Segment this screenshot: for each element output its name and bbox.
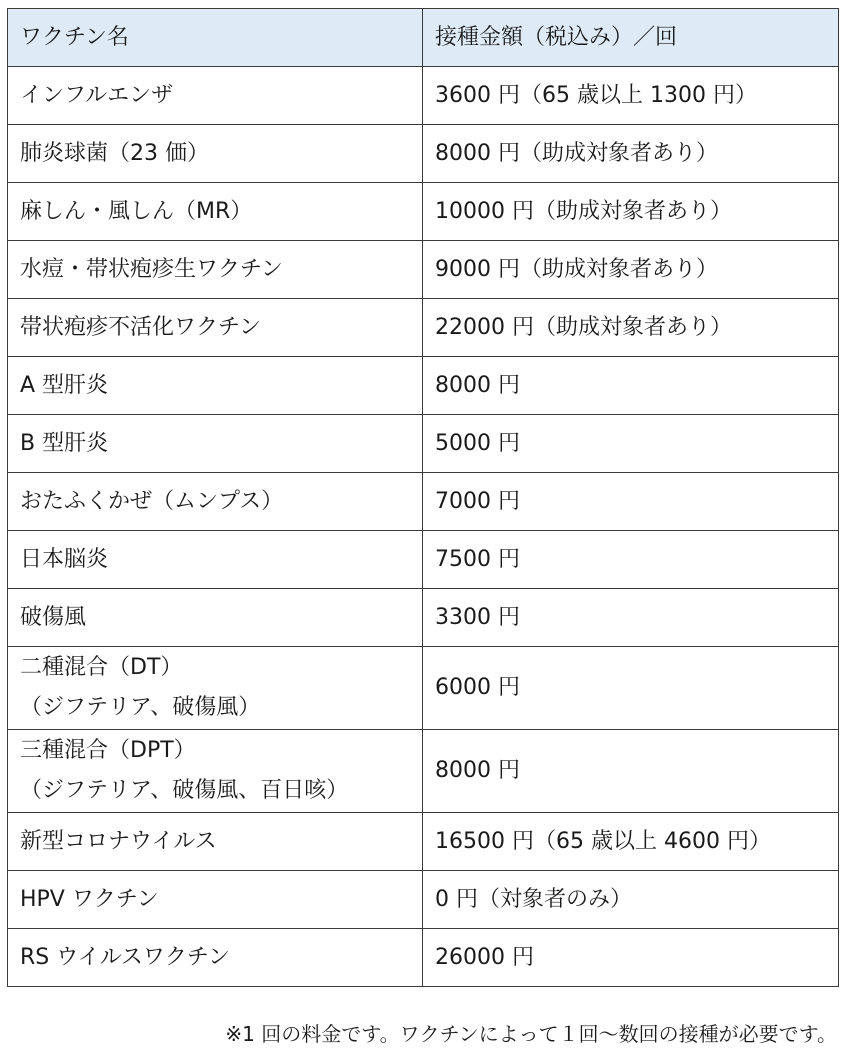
vaccine-name-line: B 型肝炎 <box>20 430 109 456</box>
vaccine-price-cell: 3600 円（65 歳以上 1300 円） <box>423 67 839 125</box>
vaccine-name-cell <box>8 183 423 241</box>
table-row <box>8 183 839 241</box>
table-body <box>8 67 839 987</box>
table-row <box>8 299 839 357</box>
vaccine-name-line: 破傷風 <box>20 604 87 630</box>
vaccine-price-cell: 7500 円 <box>423 531 839 589</box>
table-row <box>8 531 839 589</box>
table-row <box>8 415 839 473</box>
vaccine-price-cell: 8000 円（助成対象者あり） <box>423 125 839 183</box>
vaccine-name-line: インフルエンザ <box>20 82 174 108</box>
vaccine-name-cell <box>8 929 423 987</box>
vaccine-price-cell: 8000 円 <box>423 730 839 813</box>
header-price: 接種金額（税込み）／回 <box>423 9 839 67</box>
table-row <box>8 813 839 871</box>
vaccine-price-cell: 26000 円 <box>423 929 839 987</box>
table-row <box>8 473 839 531</box>
vaccine-name-line: 水痘・帯状疱疹生ワクチン <box>20 256 283 282</box>
footnote: ※1 回の料金です。ワクチンによって１回～数回の接種が必要です。 <box>225 1022 837 1046</box>
vaccine-name-line: 日本脳炎 <box>20 546 109 572</box>
header-vaccine-name: ワクチン名 <box>8 9 423 67</box>
vaccine-name-line: 肺炎球菌（23 価） <box>20 140 209 166</box>
table-row <box>8 357 839 415</box>
vaccine-name-line: RS ウイルスワクチン <box>20 944 230 970</box>
vaccine-name-line: A 型肝炎 <box>20 372 109 398</box>
vaccine-price-cell: 6000 円 <box>423 647 839 730</box>
vaccine-name-cell <box>8 473 423 531</box>
table-row <box>8 647 839 730</box>
table-header-row <box>8 9 839 67</box>
vaccine-price-table <box>7 8 839 987</box>
vaccine-name-line: （ジフテリア、破傷風） <box>20 695 261 720</box>
vaccine-name-cell <box>8 241 423 299</box>
vaccine-name-line: おたふくかぜ（ムンプス） <box>20 488 284 514</box>
vaccine-name-line: 三種混合（DPT） <box>20 738 196 763</box>
vaccine-name-cell <box>8 647 423 730</box>
vaccine-price-cell: 10000 円（助成対象者あり） <box>423 183 839 241</box>
vaccine-name-line: HPV ワクチン <box>20 886 159 912</box>
vaccine-name-line: 麻しん・風しん（MR） <box>20 198 253 224</box>
vaccine-name-cell <box>8 871 423 929</box>
vaccine-name-line: 帯状疱疹不活化ワクチン <box>20 314 261 340</box>
vaccine-price-cell: 3300 円 <box>423 589 839 647</box>
table-row <box>8 871 839 929</box>
vaccine-price-cell: 16500 円（65 歳以上 4600 円） <box>423 813 839 871</box>
vaccine-name-cell <box>8 531 423 589</box>
vaccine-name-cell <box>8 299 423 357</box>
vaccine-name-cell <box>8 730 423 813</box>
table-row <box>8 125 839 183</box>
vaccine-price-cell: 8000 円 <box>423 357 839 415</box>
table-row <box>8 67 839 125</box>
vaccine-name-line: 新型コロナウイルス <box>20 828 217 854</box>
table-row <box>8 929 839 987</box>
vaccine-name-cell <box>8 67 423 125</box>
vaccine-price-cell: 7000 円 <box>423 473 839 531</box>
vaccine-price-cell: 0 円（対象者のみ） <box>423 871 839 929</box>
table-row <box>8 730 839 813</box>
vaccine-name-line: （ジフテリア、破傷風、百日咳） <box>20 778 349 803</box>
vaccine-price-cell: 22000 円（助成対象者あり） <box>423 299 839 357</box>
vaccine-price-cell: 5000 円 <box>423 415 839 473</box>
vaccine-name-cell <box>8 357 423 415</box>
vaccine-name-cell <box>8 415 423 473</box>
table-row <box>8 241 839 299</box>
vaccine-name-cell <box>8 813 423 871</box>
table-row <box>8 589 839 647</box>
vaccine-price-cell: 9000 円（助成対象者あり） <box>423 241 839 299</box>
vaccine-name-cell <box>8 125 423 183</box>
vaccine-name-line: 二種混合（DT） <box>20 655 183 680</box>
vaccine-name-cell <box>8 589 423 647</box>
